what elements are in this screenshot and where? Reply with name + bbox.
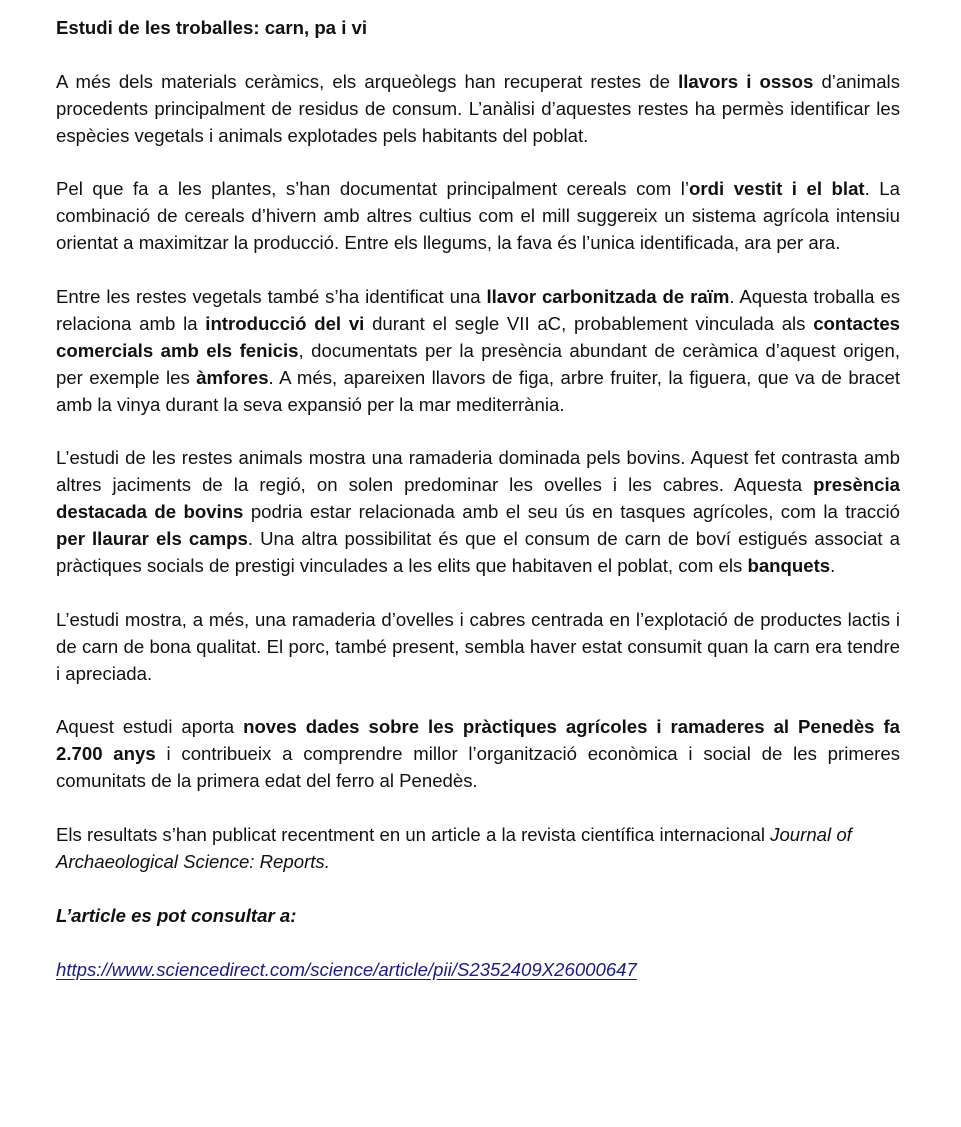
bold-highlight: àmfores: [196, 366, 269, 388]
bold-highlight: presència destacada de bovins: [56, 474, 900, 523]
paragraph-text: . A més, apareixen llavors de figa, arbre fruiter, la figuera, que va de bracet amb la vinya durant la seva expansió per la mar mediterrània.: [56, 366, 900, 415]
paragraph-text: podria estar relacionada amb el seu ús en tasques agrícoles, com la tracció: [243, 501, 901, 523]
paragraph-text: L’estudi mostra, a més, una ramaderia d’ovelles i cabres centrada en l’explotació de productes lactis i de carn de bona qualitat. El porc, també present, sembla haver estat consumit quan la carn era tendre i apreciada.: [56, 608, 900, 684]
bold-highlight: banquets: [747, 555, 831, 577]
paragraph-plants: [56, 176, 900, 257]
paragraph-animals: [56, 445, 900, 580]
paragraph-text: Aquest estudi aporta: [56, 716, 244, 738]
paragraph-text: .: [830, 555, 836, 577]
paragraph-text: d’animals procedents principalment de residus de consum. L’anàlisi d’aquestes restes ha permès identificar les espècies vegetals i animals explotades pels habitants del poblat.: [56, 70, 900, 146]
journal-name: Journal of Archaeological Science: Reports.: [56, 824, 852, 872]
article-link[interactable]: https://www.sciencedirect.com/science/article/pii/S2352409X26000647: [56, 958, 637, 980]
bold-highlight: introducció del vi: [205, 312, 365, 334]
paragraph-text: . Una altra possibilitat és que el consum de carn de boví estigués associat a pràctiques socials de prestigi vinculades a les elits que habitaven el poblat, com els: [56, 528, 900, 577]
paragraph-text: A més dels materials ceràmics, els arqueòlegs han recuperat restes de: [56, 70, 679, 92]
paragraph-livestock: [56, 607, 900, 688]
paragraph-publication: [56, 822, 900, 876]
paragraph-text: . Aquesta troballa es relaciona amb la: [56, 286, 900, 334]
bold-highlight: per llaurar els camps: [56, 528, 248, 550]
bold-highlight: llavor carbonitzada de raïm: [486, 286, 730, 308]
paragraph-text: Pel que fa a les plantes, s’han documentat principalment cereals com l’: [56, 178, 690, 200]
paragraph-contribution: [56, 714, 900, 795]
paragraph-text: Els resultats s’han publicat recentment en un article a la revista científica internacional: [56, 824, 771, 846]
bold-highlight: llavors i ossos: [678, 70, 814, 92]
paragraph-text: i contribueix a comprendre millor l’organització econòmica i social de les primeres comunitats de la primera edat del ferro al Penedès.: [56, 743, 900, 792]
bold-highlight: contactes comercials amb els fenicis: [56, 312, 901, 361]
bold-highlight: ordi vestit i el blat: [689, 178, 865, 200]
paragraph-text: Entre les restes vegetals també s’ha identificat una: [56, 286, 487, 308]
paragraph-materials: [56, 69, 900, 150]
bold-highlight: noves dades sobre les pràctiques agrícoles i ramaderes al Penedès fa 2.700 anys: [56, 716, 900, 765]
document-page: [56, 15, 900, 983]
paragraph-text: L’estudi de les restes animals mostra una ramaderia dominada pels bovins. Aquest fet contrasta amb altres jaciments de la regió, on solen predominar les ovelles i les cabres. Aquesta: [56, 447, 900, 496]
document-title: Estudi de les troballes: carn, pa i vi: [56, 17, 368, 38]
paragraph-grape-seed: [56, 284, 900, 419]
paragraph-text: , documentats per la presència abundant de ceràmica d’aquest origen, per exemple les: [56, 339, 900, 388]
paragraph-text: durant el segle VII aC, probablement vinculada als: [364, 312, 814, 334]
link-container: [56, 957, 900, 984]
consult-label: L’article es pot consultar a:: [56, 904, 297, 926]
paragraph-text: . La combinació de cereals d’hivern amb altres cultius com el mill suggereix un sistema agrícola intensiu orientat a maximitzar la producció. Entre els llegums, la fava és l’unica identificada, ara per ara.: [56, 178, 900, 254]
